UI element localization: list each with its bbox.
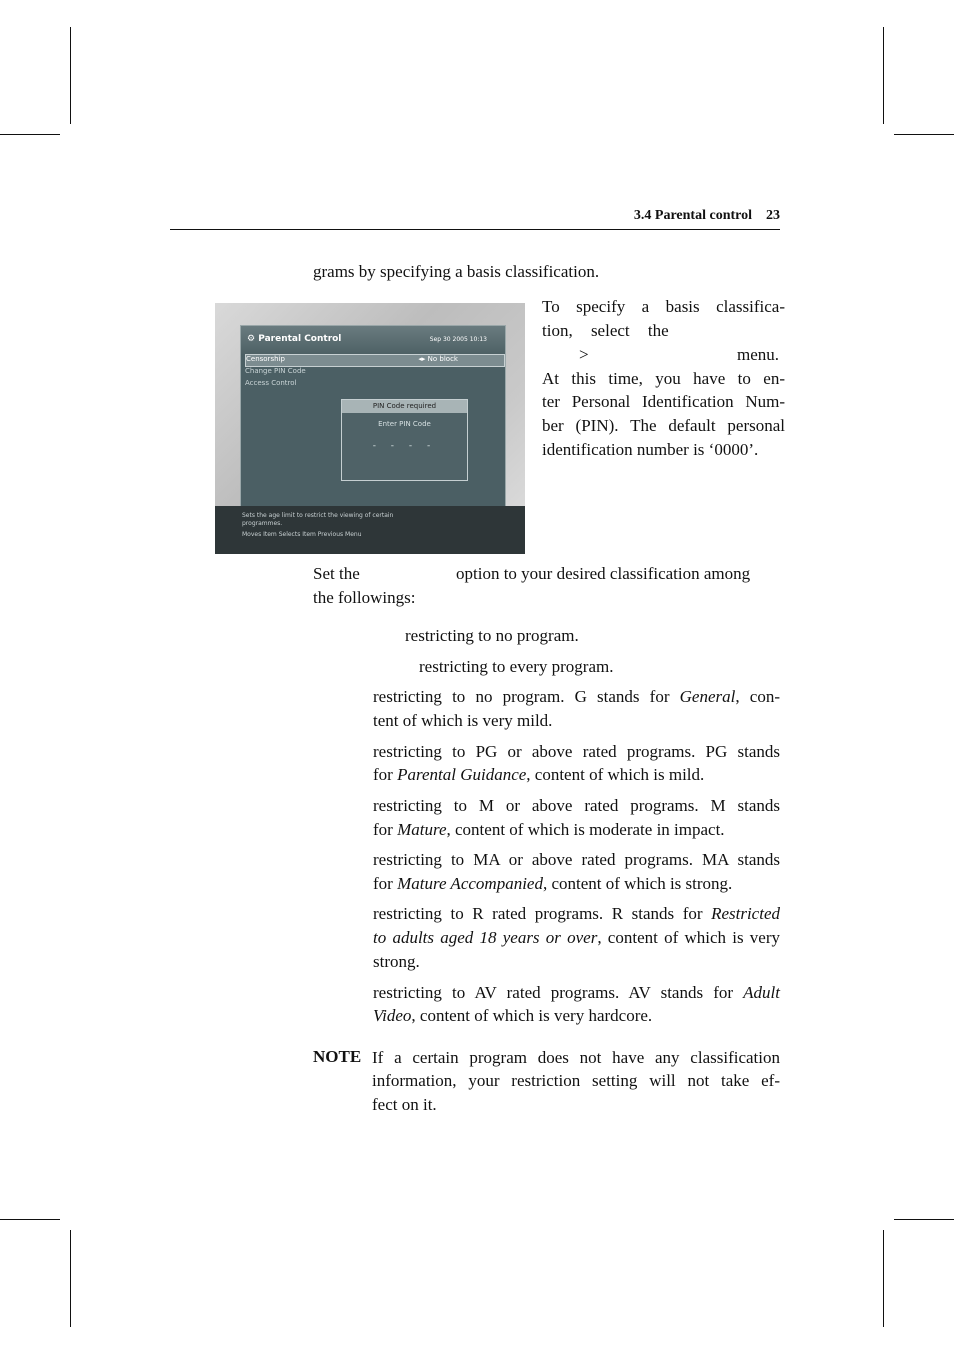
list-item-cont: for Parental Guidance, content of which is mild.: [373, 765, 705, 784]
side-line: At this time, you have to en-: [542, 369, 785, 388]
list-item: restricting to R rated programs. R stands for Restricted: [373, 904, 780, 923]
side-line: To specify a basis classifica-: [542, 297, 785, 316]
pin-popup-title: PIN Code required: [342, 400, 467, 413]
list-item: restricting to MA or above rated programs. MA stands: [373, 850, 780, 869]
osd-datetime: Sep 30 2005 10:13: [429, 336, 487, 343]
list-item-cont: tent of which is very mild.: [373, 711, 553, 730]
list-item: restricting to M or above rated programs. M stands: [373, 796, 780, 815]
osd-nav-hints: Moves Item Selects Item Previous Menu: [242, 531, 362, 538]
menu-item-change-pin[interactable]: Change PIN Code: [245, 367, 306, 375]
note-text: fect on it.: [372, 1095, 437, 1114]
list-item: restricting to AV rated programs. AV stands for Adult: [373, 983, 780, 1002]
set-line-a: Set the: [313, 564, 360, 583]
side-line: tion, select the: [542, 321, 669, 340]
side-line: identification number is ‘0000’.: [542, 440, 759, 459]
list-item: restricting to PG or above rated programs. PG stands: [373, 742, 780, 761]
header-rule: [170, 229, 780, 230]
menu-item-access-control[interactable]: Access Control: [245, 379, 297, 387]
crop-mark: [883, 27, 884, 124]
list-item: restricting to no program. G stands for General, con-: [373, 687, 780, 706]
section-title: 3.4 Parental control: [633, 208, 752, 223]
list-item: restricting to every program.: [419, 657, 614, 676]
crop-mark: [894, 134, 954, 135]
note-label: NOTE: [313, 1047, 362, 1066]
pin-popup: [341, 399, 468, 481]
side-line: menu.: [737, 345, 780, 364]
side-line: ber (PIN). The default personal: [542, 416, 785, 435]
menu-item-censorship[interactable]: Censorship ◂▸ No block: [245, 354, 505, 367]
pin-input[interactable]: - - - -: [372, 441, 437, 451]
note-text: information, your restriction setting will not take ef-: [372, 1071, 780, 1090]
crop-mark: [0, 134, 60, 135]
pin-prompt: Enter PIN Code: [378, 420, 431, 428]
crop-mark: [70, 27, 71, 124]
list-item: restricting to no program.: [405, 626, 579, 645]
list-item-cont: Video, content of which is very hardcore.: [373, 1006, 653, 1025]
list-item-cont: for Mature Accompanied, content of which is strong.: [373, 874, 733, 893]
censorship-value: No block: [427, 355, 458, 363]
set-line-b: option to your desired classification among: [456, 564, 751, 583]
crop-mark: [883, 1230, 884, 1327]
osd-title: ⚙ Parental Control: [247, 334, 342, 344]
side-line: >: [579, 345, 589, 364]
set-line-c: the followings:: [313, 588, 416, 607]
osd-window: [240, 325, 506, 509]
list-item-cont: to adults aged 18 years or over, content of which is very: [373, 928, 780, 947]
crop-mark: [0, 1219, 60, 1220]
crop-mark: [894, 1219, 954, 1220]
page-number: 23: [766, 208, 780, 223]
crop-mark: [70, 1230, 71, 1327]
osd-help-bar: [215, 506, 525, 554]
list-item-cont: strong.: [373, 952, 420, 971]
osd-title-bar: [241, 326, 505, 354]
osd-help-text: Sets the age limit to restrict the viewing of certain programmes.: [242, 512, 394, 527]
gear-icon: ⚙: [247, 334, 256, 344]
screenshot-figure: [215, 303, 525, 554]
list-item-cont: for Mature, content of which is moderate in impact.: [373, 820, 725, 839]
intro-line: grams by specifying a basis classification.: [313, 262, 600, 281]
running-head: [170, 208, 780, 224]
side-line: ter Personal Identification Num-: [542, 392, 785, 411]
left-right-arrow-icon: ◂▸: [418, 355, 426, 363]
note-text: If a certain program does not have any classification: [372, 1048, 780, 1067]
